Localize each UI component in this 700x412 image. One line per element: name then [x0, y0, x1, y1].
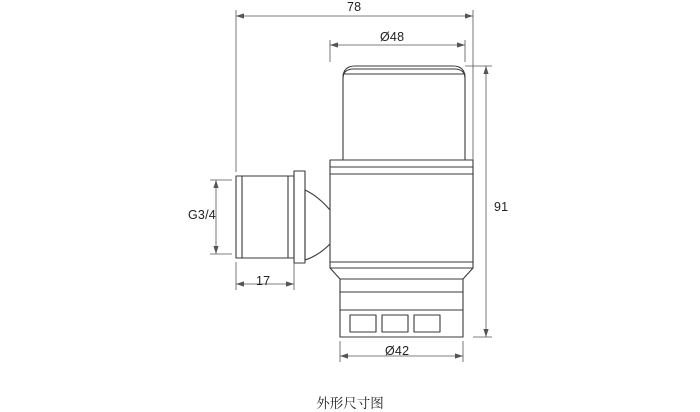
dim-line-overall-width: [236, 13, 473, 18]
dim-extension-lines: [210, 10, 492, 362]
dim-label-cap-diameter: Ø48: [380, 30, 405, 44]
dim-label-base-diameter: Ø42: [385, 344, 410, 358]
dim-label-thread: G3/4: [188, 208, 216, 222]
side-outlet: [236, 171, 330, 263]
body-to-base-transition: [330, 268, 473, 279]
dim-label-overall-height: 91: [494, 200, 509, 214]
base-assembly: [340, 279, 463, 337]
dim-label-inlet-length: 17: [256, 274, 271, 288]
dim-label-overall-width: 78: [347, 0, 362, 14]
main-body: [330, 174, 473, 268]
mid-band: [330, 160, 473, 174]
figure-caption: 外形尺寸图: [316, 396, 384, 411]
cap-body: [343, 66, 465, 160]
dim-line-overall-height: [483, 66, 488, 337]
